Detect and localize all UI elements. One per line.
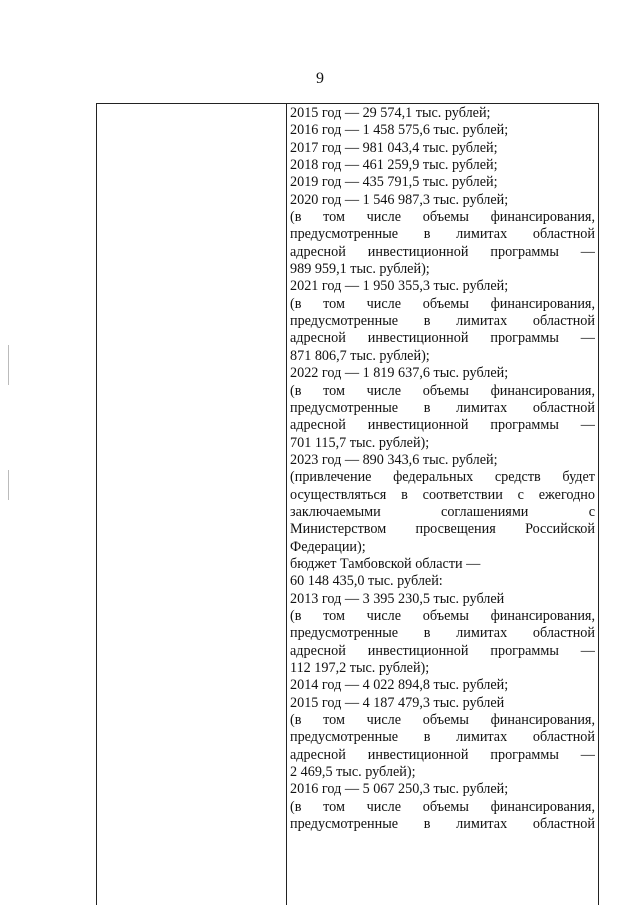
- text-line: предусмотренные в лимитах областной: [290, 399, 595, 416]
- text-line: предусмотренные в лимитах областной: [290, 729, 595, 746]
- text-line: 112 197,2 тыс. рублей);: [290, 660, 430, 676]
- text-line: адресной инвестиционной программы —: [290, 642, 595, 659]
- text-line: 989 959,1 тыс. рублей);: [290, 261, 430, 278]
- text-line: предусмотренные в лимитах областной: [290, 226, 595, 243]
- funding-table: [96, 103, 599, 905]
- text-line: (в том числе объемы финансирования,: [290, 209, 595, 226]
- text-line: адресной инвестиционной программы —: [290, 746, 595, 763]
- text-line: 2016 год — 1 458 575,6 тыс. рублей;: [290, 122, 509, 139]
- text-line: 2021 год — 1 950 355,3 тыс. рублей;: [290, 278, 509, 295]
- text-line: (в том числе объемы финансирования,: [290, 798, 595, 815]
- text-line: осуществляться в соответствии с ежегодно: [290, 486, 595, 503]
- scan-margin-mark: [8, 345, 9, 385]
- text-line: 2023 год — 890 343,6 тыс. рублей;: [290, 451, 498, 468]
- text-line: бюджет Тамбовской области —: [290, 555, 481, 572]
- text-line: (в том числе объемы финансирования,: [290, 295, 595, 312]
- text-line: заключаемыми соглашениями с: [290, 503, 595, 520]
- text-line: (привлечение федеральных средств будет: [290, 469, 595, 486]
- text-line: (в том числе объемы финансирования,: [290, 712, 595, 729]
- funding-details-cell: [290, 105, 595, 833]
- page-number: 9: [316, 70, 324, 87]
- text-line: 2015 год — 29 574,1 тыс. рублей;: [290, 105, 491, 121]
- column-divider: [286, 104, 287, 905]
- text-line: 2019 год — 435 791,5 тыс. рублей;: [290, 174, 498, 191]
- text-line: 2 469,5 тыс. рублей);: [290, 764, 416, 781]
- text-line: адресной инвестиционной программы —: [290, 243, 595, 260]
- scan-margin-mark: [8, 470, 9, 500]
- text-line: 701 115,7 тыс. рублей);: [290, 434, 430, 451]
- text-line: предусмотренные в лимитах областной: [290, 816, 595, 833]
- text-line: предусмотренные в лимитах областной: [290, 625, 595, 642]
- text-line: Федерации);: [290, 538, 366, 555]
- text-line: 2022 год — 1 819 637,6 тыс. рублей;: [290, 365, 509, 382]
- text-line: 60 148 435,0 тыс. рублей:: [290, 573, 443, 590]
- text-line: адресной инвестиционной программы —: [290, 417, 595, 434]
- text-line: (в том числе объемы финансирования,: [290, 382, 595, 399]
- text-line: 871 806,7 тыс. рублей);: [290, 347, 430, 364]
- text-line: 2017 год — 981 043,4 тыс. рублей;: [290, 139, 498, 156]
- text-line: 2018 год — 461 259,9 тыс. рублей;: [290, 157, 498, 174]
- text-line: адресной инвестиционной программы —: [290, 330, 595, 347]
- text-line: 2013 год — 3 395 230,5 тыс. рублей: [290, 590, 505, 607]
- text-line: предусмотренные в лимитах областной: [290, 313, 595, 330]
- text-line: 2014 год — 4 022 894,8 тыс. рублей;: [290, 677, 509, 694]
- text-line: (в том числе объемы финансирования,: [290, 607, 595, 624]
- text-line: 2015 год — 4 187 479,3 тыс. рублей: [290, 694, 505, 711]
- text-line: 2016 год — 5 067 250,3 тыс. рублей;: [290, 781, 509, 798]
- text-line: 2020 год — 1 546 987,3 тыс. рублей;: [290, 191, 509, 208]
- text-line: Министерством просвещения Российской: [290, 521, 595, 538]
